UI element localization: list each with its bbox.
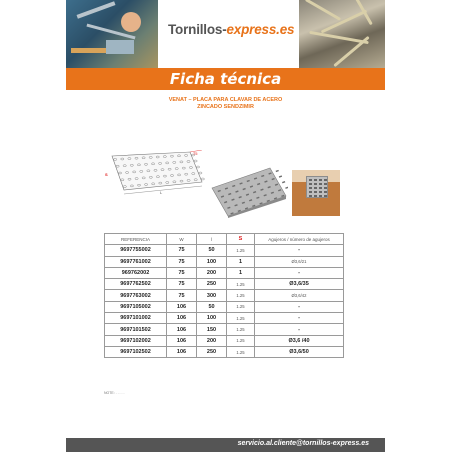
- holes-cell: -: [255, 313, 344, 324]
- width-cell: 75: [167, 245, 197, 256]
- logo-main: Tornillos-: [168, 22, 227, 37]
- holes-cell: -: [255, 267, 344, 278]
- table-row: [105, 335, 344, 346]
- reference-cell: 9697105002: [105, 301, 167, 312]
- holes-cell: -: [255, 301, 344, 312]
- table-row: [105, 290, 344, 301]
- footer: [66, 438, 385, 452]
- reference-cell: 9697761002: [105, 256, 167, 267]
- width-cell: 75: [167, 279, 197, 290]
- thickness-cell: 1: [227, 256, 255, 267]
- page-title: Ficha técnica: [169, 70, 282, 88]
- header-holes: Agujeros / número de agujeros: [255, 234, 344, 245]
- thickness-cell: 1.25: [227, 301, 255, 312]
- reference-cell: 969762002: [105, 267, 167, 278]
- holes-cell: Ø3,6/50: [255, 346, 344, 357]
- wood-joint-photo: [292, 170, 340, 216]
- title-banner: [66, 68, 385, 90]
- length-cell: 100: [197, 313, 227, 324]
- thickness-cell: 1.25: [227, 245, 255, 256]
- reference-cell: 9697755002: [105, 245, 167, 256]
- thickness-cell: 1.25: [227, 324, 255, 335]
- length-cell: 200: [197, 267, 227, 278]
- width-cell: 106: [167, 346, 197, 357]
- tools-photo: [66, 0, 158, 68]
- holes-cell: Ø3,6/35: [255, 279, 344, 290]
- thickness-cell: 1.25: [227, 335, 255, 346]
- table-row: [105, 324, 344, 335]
- reference-cell: 9697763002: [105, 290, 167, 301]
- product-name-line2: ZINCADO SENDZIMIR: [197, 104, 254, 110]
- width-cell: 106: [167, 301, 197, 312]
- note-text: NOTE: . . . . .: [104, 391, 125, 395]
- width-cell: 75: [167, 256, 197, 267]
- length-cell: 200: [197, 335, 227, 346]
- holes-cell: -: [255, 324, 344, 335]
- specifications-table: [104, 233, 344, 358]
- table-row: [105, 256, 344, 267]
- width-cell: 106: [167, 324, 197, 335]
- product-name-line1: VENAT – PLACA PARA CLAVAR DE ACERO: [168, 97, 283, 103]
- screws-photo: [299, 0, 385, 68]
- length-cell: 150: [197, 324, 227, 335]
- thickness-cell: 1.25: [227, 313, 255, 324]
- plate-photo: [210, 166, 288, 218]
- contact-email-link[interactable]: servicio.al.cliente@tornillos-express.es: [237, 440, 369, 447]
- site-logo[interactable]: [168, 22, 294, 37]
- holes-cell: Ø3,6/42: [255, 290, 344, 301]
- dim-top-label: 75: [193, 151, 198, 156]
- table-row: [105, 245, 344, 256]
- dim-bottom-label: L: [160, 190, 163, 195]
- thickness-cell: 1.25: [227, 290, 255, 301]
- table-row: [105, 313, 344, 324]
- technical-drawing: [104, 150, 208, 198]
- table-row: [105, 279, 344, 290]
- length-cell: 250: [197, 346, 227, 357]
- length-cell: 100: [197, 256, 227, 267]
- thickness-cell: 1.25: [227, 346, 255, 357]
- holes-cell: -: [255, 245, 344, 256]
- table-row: [105, 267, 344, 278]
- length-cell: 250: [197, 279, 227, 290]
- length-cell: 50: [197, 301, 227, 312]
- header-reference: REFERENCIA: [105, 234, 167, 245]
- width-cell: 106: [167, 313, 197, 324]
- length-cell: 50: [197, 245, 227, 256]
- width-cell: 106: [167, 335, 197, 346]
- width-cell: 75: [167, 290, 197, 301]
- header: [66, 0, 385, 68]
- header-length: l: [197, 234, 227, 245]
- table-row: [105, 346, 344, 357]
- header-width: W: [167, 234, 197, 245]
- thickness-cell: 1: [227, 267, 255, 278]
- reference-cell: 9697102002: [105, 335, 167, 346]
- table-header-row: [105, 234, 344, 245]
- reference-cell: 9697101002: [105, 313, 167, 324]
- length-cell: 300: [197, 290, 227, 301]
- logo-area: [158, 0, 299, 68]
- holes-cell: Ø3,6 /40: [255, 335, 344, 346]
- logo-accent: express.es: [226, 22, 295, 37]
- reference-cell: 9697762502: [105, 279, 167, 290]
- reference-cell: 9697101502: [105, 324, 167, 335]
- width-cell: 75: [167, 267, 197, 278]
- dim-side-label: S: [105, 172, 108, 177]
- header-thickness: S: [227, 234, 255, 245]
- reference-cell: 9697102502: [105, 346, 167, 357]
- thickness-cell: 1.25: [227, 279, 255, 290]
- holes-cell: Ø3,6/21: [255, 256, 344, 267]
- table-row: [105, 301, 344, 312]
